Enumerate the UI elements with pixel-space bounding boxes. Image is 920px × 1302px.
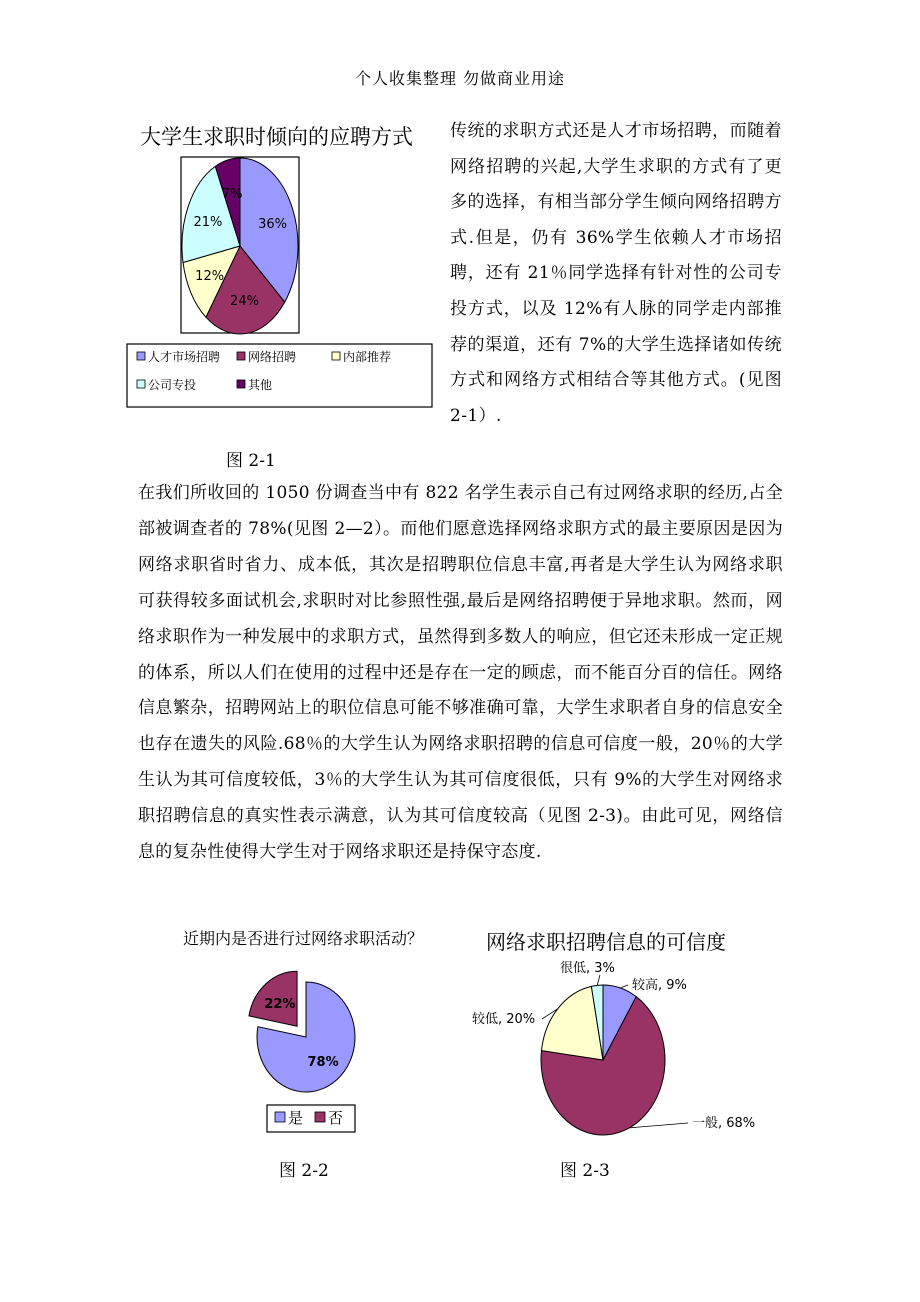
chart2-data-label: 22% [264,996,296,1012]
chart1-legend-swatch [332,352,340,360]
chart2-pie [249,971,355,1092]
chart3 [460,955,760,1140]
chart3-leader-line [629,1123,688,1128]
chart3-leader-line [620,985,628,988]
chart1-legend-swatch [137,352,145,360]
chart1-legend-swatch [137,380,145,388]
chart2-legend-swatch [275,1112,285,1122]
chart3-pie [541,985,665,1135]
chart1-data-label: 24% [230,294,259,310]
intro-paragraph: 传统的求职方式还是人才市场招聘，而随着网络招聘的兴起,大学生求职的方式有了更多的选择，有相当部分学生倾向网络招聘方式.但是，仍有 36%学生依赖人才市场招聘，还有 21％同学选择有针对性的公司专投方式，以及 12%有人脉的同学走内部推荐的渠道，还有 7%的大学生选择诸如传统方式和网络方式相结合等其他方式。(见图 2-1）. [450,121,782,426]
chart2-caption: 图 2-2 [279,1161,329,1181]
chart1-legend-label: 网络招聘 [248,350,297,364]
chart1-title: 大学生求职时倾向的应聘方式 [140,125,413,149]
chart3-data-label: 较低, 20% [472,1012,536,1027]
chart3-data-label: 较高, 9% [632,978,687,993]
chart2-legend-label: 是 [288,1109,304,1127]
chart3-leader-line [597,975,600,985]
body-paragraph: 在我们所收回的 1050 份调查当中有 822 名学生表示自己有过网络求职的经历,占全部被调查者的 78%(见图 2—2）。而他们愿意选择网络求职方式的最主要原因是因为网络求职省时省力、成本低，其次是招聘职位信息丰富,再者是大学生认为网络求职可获得较多面试机会,求职时对比参照性强,最后是网络招聘便于异地求职。然而，网络求职作为一种发展中的求职方式，虽然得到多数人的响应，但它还未形成一定正规的体系，所以人们在使用的过程中还是存在一定的顾虑，而不能百分百的信任。网络信息繁杂，招聘网站上的职位信息可能不够准确可靠，大学生求职者自身的信息安全也存在遗失的风险.68％的大学生认为网络求职招聘的信息可信度一般，20％的大学生认为其可信度较低，3％的大学生认为其可信度很低，只有 9%的大学生对网络求职招聘信息的真实性表示满意，认为其可信度较高（见图 2-3)。由此可见，网络信息的复杂性使得大学生对于网络求职还是持保守态度. [138,483,783,863]
chart1-data-label: 12% [195,269,225,285]
chart3-caption: 图 2-3 [560,1161,610,1181]
chart2-legend-swatch [315,1112,325,1122]
chart2-title: 近期内是否进行过网络求职活动？ [183,929,424,948]
chart1-legend-label: 公司专投 [148,378,197,392]
chart1-legend-label: 其他 [248,378,273,392]
chart1-legend-swatch [237,380,245,388]
chart1-caption: 图 2-1 [226,451,276,471]
chart2-data-label: 78% [307,1055,339,1071]
chart1-legend-swatch [237,352,245,360]
chart2-legend-label: 否 [328,1109,344,1127]
page-header: 个人收集整理 勿做商业用途 [354,69,566,88]
chart1-data-label: 21% [193,215,223,231]
chart1-data-label: 36% [258,216,287,232]
chart3-data-label: 一般, 68% [692,1116,756,1131]
chart1-legend-label: 内部推荐 [343,350,392,364]
chart1-data-label: 7% [221,186,243,202]
chart3-title: 网络求职招聘信息的可信度 [486,930,726,954]
chart1-legend-label: 人才市场招聘 [148,350,221,364]
chart2 [236,952,371,1137]
chart1 [126,150,436,410]
chart3-data-label: 很低, 3% [560,961,615,976]
